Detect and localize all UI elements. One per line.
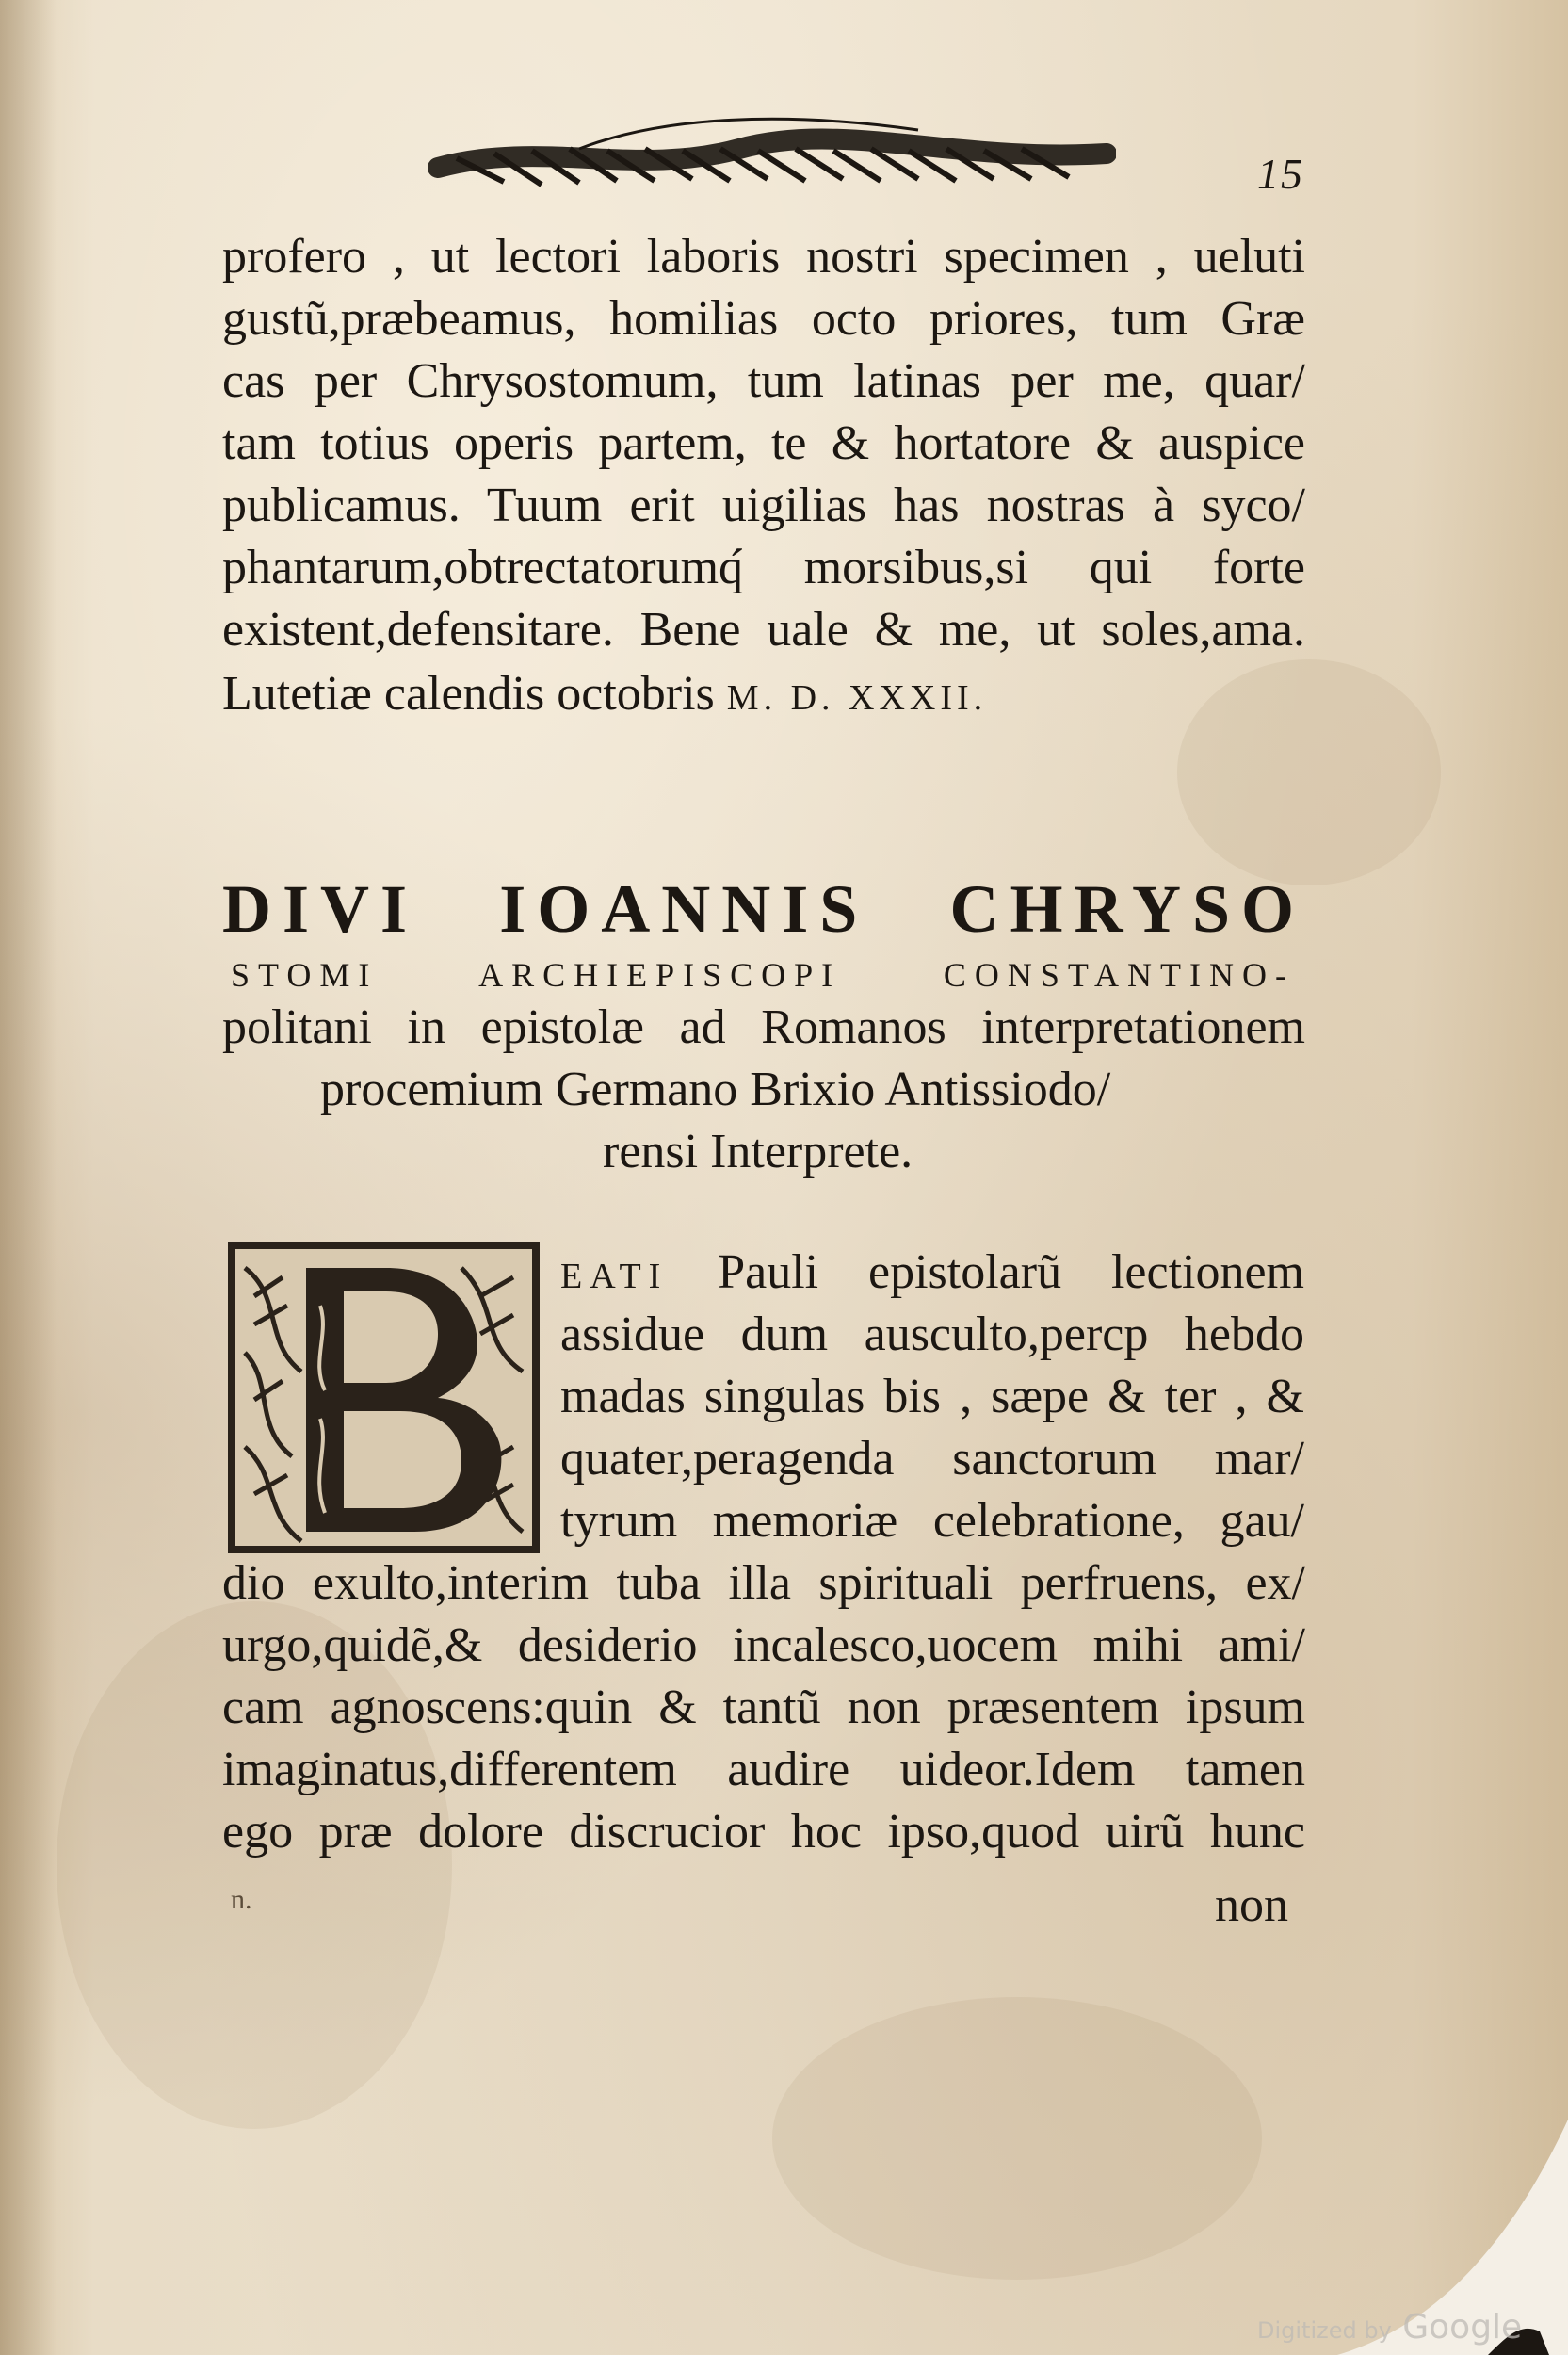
text-line: profero , ut lectori laboris nostri specimen , ueluti bbox=[222, 230, 1305, 284]
body-line: ego præ dolore discrucior hoc ipso,quod uirũ hunc bbox=[222, 1805, 1305, 1859]
body-line: tyrum memoriæ celebratione, gau/ bbox=[560, 1494, 1304, 1548]
title-line-2: STOMI ARCHIEPISCOPI CONSTANTINO- bbox=[231, 956, 1295, 994]
text-line: tam totius operis partem, te & hortatore & auspice bbox=[222, 416, 1305, 470]
signature-mark: n. bbox=[231, 1884, 252, 1915]
text-line: existent,defensitare. Bene uale & me, ut soles,ama. bbox=[222, 603, 1305, 657]
struck-out-heading bbox=[428, 111, 1116, 196]
catchword: non bbox=[1215, 1878, 1288, 1932]
paper-stain bbox=[1177, 659, 1441, 885]
body-line: quater,peragenda sanctorum mar/ bbox=[560, 1432, 1304, 1486]
body-line bbox=[560, 1242, 1304, 1307]
title-line-1: DIVI IOANNIS CHRYSO bbox=[222, 871, 1305, 947]
title-line-3: politani in epistolæ ad Romanos interpretationem bbox=[222, 1000, 1305, 1054]
text-line: cas per Chrysostomum, tum latinas per me, quar/ bbox=[222, 354, 1305, 408]
watermark-brand: Google bbox=[1402, 2308, 1523, 2347]
dateline-year: M. D. XXXII. bbox=[726, 678, 988, 718]
text-line: gustũ,præbeamus, homilias octo priores, tum Græ bbox=[222, 292, 1305, 346]
dateline bbox=[222, 663, 987, 729]
body-line: assidue dum ausculto,percp hebdo bbox=[560, 1307, 1304, 1361]
body-line: imaginatus,differentem audire uideor.Idem tamen bbox=[222, 1743, 1305, 1796]
spine-shadow bbox=[0, 0, 57, 2355]
paper-stain bbox=[772, 1997, 1262, 2280]
body-line: urgo,quidẽ,& desiderio incalesco,uocem mihi ami/ bbox=[222, 1618, 1305, 1672]
dateline-text: Lutetiæ calendis octobris bbox=[222, 667, 715, 721]
folio-number: 15 bbox=[1257, 150, 1304, 198]
title-line-4: procemium Germano Brixio Antissiodo/ bbox=[320, 1063, 1111, 1116]
body-line: dio exulto,interim tuba illa spirituali perfruens, ex/ bbox=[222, 1556, 1305, 1610]
watermark-prefix: Digitized by bbox=[1257, 2317, 1392, 2344]
body-line-text: Pauli epistolarũ lectionem bbox=[718, 1245, 1304, 1299]
decorated-initial-b-icon bbox=[226, 1240, 542, 1555]
body-line: cam agnoscens:quin & tantũ non præsentem ipsum bbox=[222, 1681, 1305, 1734]
text-line: publicamus. Tuum erit uigilias has nostras à syco/ bbox=[222, 479, 1305, 532]
title-line-5: rensi Interprete. bbox=[603, 1125, 913, 1178]
digitized-watermark bbox=[1257, 2308, 1522, 2347]
text-line: phantarum,obtrectatorumq́ morsibus,si qui forte bbox=[222, 541, 1305, 594]
opening-caps: EATI bbox=[560, 1257, 669, 1296]
body-line: madas singulas bis , sæpe & ter , & bbox=[560, 1370, 1304, 1423]
